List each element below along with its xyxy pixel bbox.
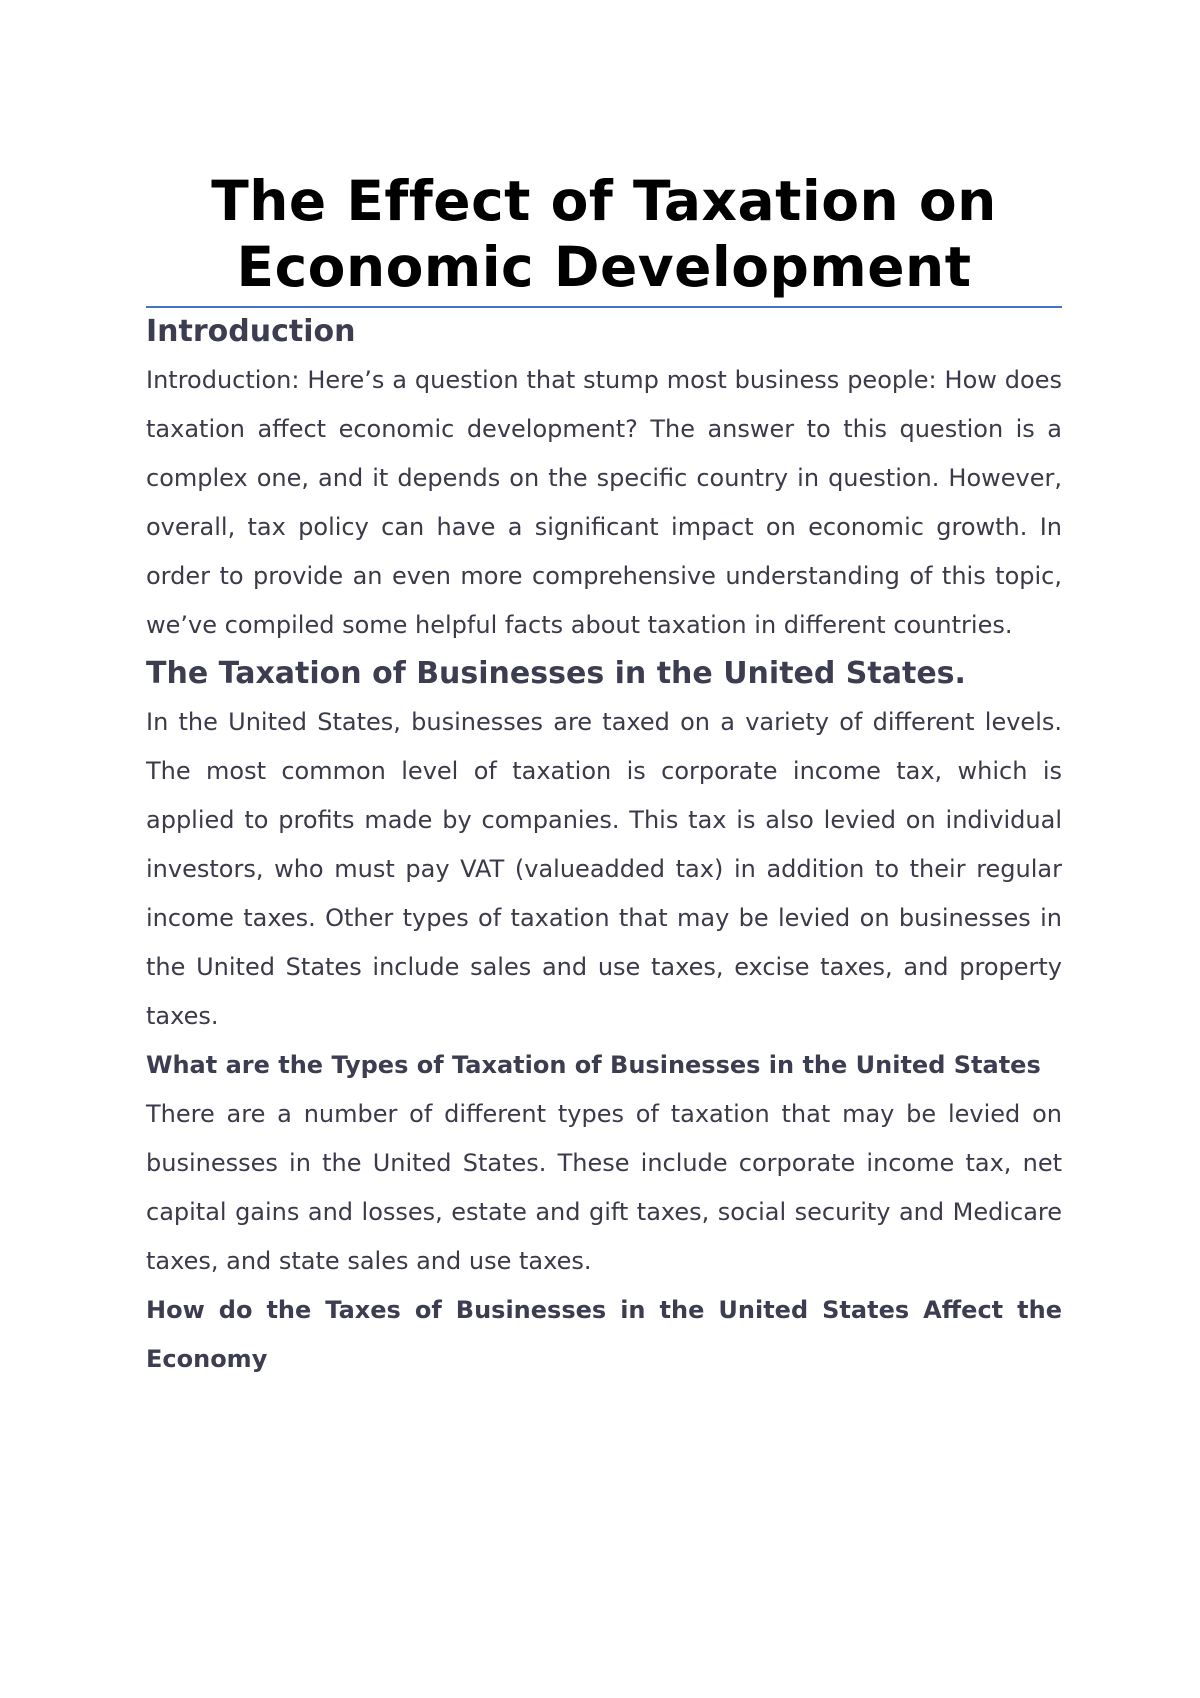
section-paragraph-us-business-taxation: In the United States, businesses are taxed on a variety of different levels. The most common level of taxation is corporate income tax, which is applied to profits made by companies. This tax is also levied on individual investors, who must pay VAT (valueadded tax) in addition to their regular income taxes. Other types of taxation that may be levied on businesses in the United States include sales and use taxes, excise taxes, and property taxes. xyxy=(146,708,1062,1030)
document-title-line-2: Economic Development xyxy=(236,235,972,299)
document-title-line-1: The Effect of Taxation on xyxy=(211,169,997,233)
section-heading-economic-effect: How do the Taxes of Businesses in the United States Affect the Economy xyxy=(146,1296,1062,1373)
document-page xyxy=(146,168,1062,1384)
section-heading-types-of-taxation: What are the Types of Taxation of Businesses in the United States xyxy=(146,1051,1041,1079)
document-title xyxy=(146,168,1062,300)
section-heading-us-business-taxation: The Taxation of Businesses in the United States. xyxy=(146,656,966,691)
section-paragraph-introduction: Introduction: Here’s a question that stump most business people: How does taxation affect economic development? The answer to this question is a complex one, and it depends on the specific country in question. However, overall, tax policy can have a significant impact on economic growth. In order to provide an even more comprehensive understanding of this topic, we’ve compiled some helpful facts about taxation in different countries. xyxy=(146,366,1062,639)
section-paragraph-types-of-taxation: There are a number of different types of taxation that may be levied on businesses in the United States. These include corporate income tax, net capital gains and losses, estate and gift taxes, social security and Medicare taxes, and state sales and use taxes. xyxy=(146,1100,1062,1275)
section-heading-introduction: Introduction xyxy=(146,314,356,349)
title-underline-rule xyxy=(146,306,1062,308)
